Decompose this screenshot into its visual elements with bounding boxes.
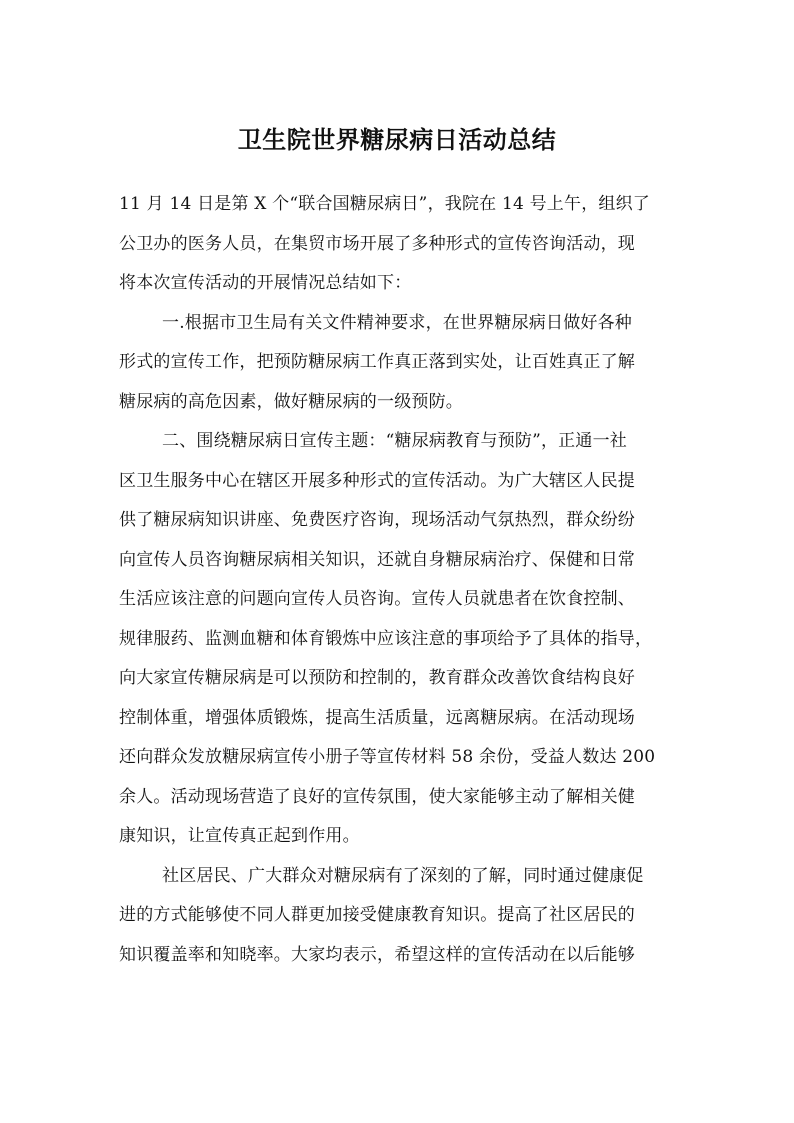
document-title: 卫生院世界糖尿病日活动总结 (237, 126, 557, 154)
text-line: 供了糖尿病知识讲座、免费医疗咨询，现场活动气氛热烈，群众纷纷 (119, 510, 635, 530)
text-line: 向大家宣传糖尿病是可以预防和控制的，教育群众改善饮食结构良好 (119, 668, 635, 688)
text-line: 还向群众发放糖尿病宣传小册子等宣传材料 58 余份，受益人数达 200 (119, 747, 656, 767)
text-line: 康知识，让宣传真正起到作用。 (119, 826, 360, 846)
text-line: 11 月 14 日是第 X 个“联合国糖尿病日”，我院在 14 号上午，组织了 (119, 194, 651, 214)
text-line: 一.根据市卫生局有关文件精神要求，在世界糖尿病日做好各种 (162, 312, 633, 333)
text-line: 公卫办的医务人员，在集贸市场开展了多种形式的宣传咨询活动，现 (119, 233, 635, 254)
text-line: 形式的宣传工作，把预防糖尿病工作真正落到实处，让百姓真正了解 (119, 352, 635, 372)
text-line: 生活应该注意的问题向宣传人员咨询。宣传人员就患者在饮食控制、 (119, 589, 635, 609)
text-line: 区卫生服务中心在辖区开展多种形式的宣传活动。为广大辖区人民提 (119, 470, 635, 491)
text-line: 余人。活动现场营造了良好的宣传氛围，使大家能够主动了解相关健 (119, 786, 635, 807)
text-line: 进的方式能够使不同人群更加接受健康教育知识。提高了社区居民的 (119, 905, 635, 925)
text-line: 规律服药、监测血糖和体育锻炼中应该注意的事项给予了具体的指导， (119, 628, 653, 649)
document-body (119, 185, 679, 975)
text-line: 二、围绕糖尿病日宣传主题：“糖尿病教育与预防”，正通一社 (162, 431, 627, 451)
text-line: 控制体重，增强体质锻炼，提高生活质量，远离糖尿病。在活动现场 (119, 707, 635, 728)
text-line: 知识覆盖率和知晓率。大家均表示，希望这样的宣传活动在以后能够 (119, 944, 635, 965)
text-line: 社区居民、广大群众对糖尿病有了深刻的了解，同时通过健康促 (162, 865, 644, 886)
text-line: 糖尿病的高危因素，做好糖尿病的一级预防。 (119, 391, 463, 412)
text-line: 向宣传人员咨询糖尿病相关知识，还就自身糖尿病治疗、保健和日常 (119, 549, 635, 570)
text-line: 将本次宣传活动的开展情况总结如下： (119, 273, 412, 293)
